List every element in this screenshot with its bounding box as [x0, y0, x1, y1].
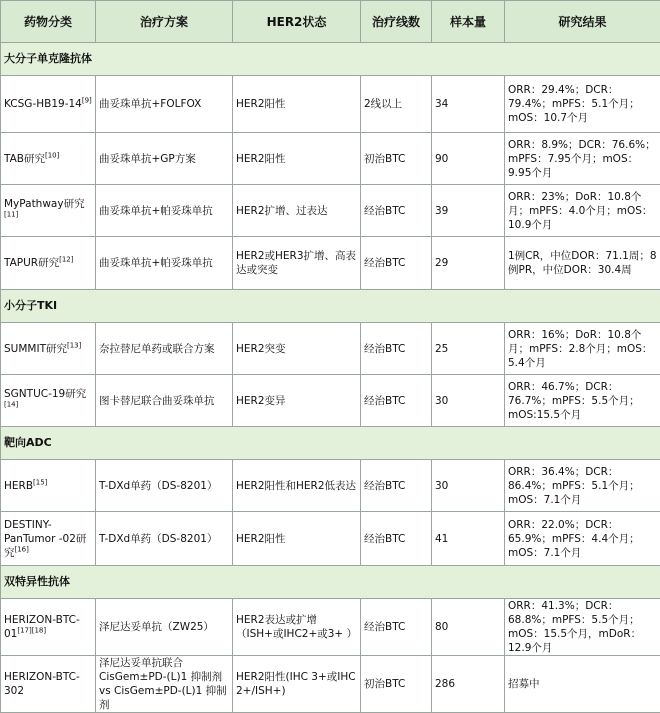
study-name-cell [1, 185, 96, 237]
sample-size-cell: 41 [432, 512, 505, 566]
line-cell: 2线以上 [361, 76, 432, 133]
citation-ref: [9] [82, 97, 92, 105]
citation-ref: [10] [45, 151, 59, 159]
line-cell: 经治BTC [361, 599, 432, 656]
her2-cell: HER2阳性 [233, 133, 361, 185]
table-row [1, 323, 660, 375]
regimen-cell: T-DXd单药（DS-8201） [96, 512, 233, 566]
citation-ref: [12] [59, 256, 73, 264]
header-row [1, 1, 660, 43]
result-cell: 招募中 [505, 656, 660, 713]
study-name-cell [1, 656, 96, 713]
study-name: HERIZON-BTC-302 [4, 671, 80, 697]
study-name: HERIZON-BTC-01 [4, 614, 80, 640]
line-cell: 经治BTC [361, 185, 432, 237]
citation-ref: [13] [67, 341, 81, 349]
study-name: SGNTUC-19研究 [4, 388, 86, 400]
table-row [1, 460, 660, 512]
study-name: TAPUR研究 [4, 257, 59, 269]
her2-cell: HER2突变 [233, 323, 361, 375]
citation-ref: [14] [4, 400, 18, 408]
line-cell: 经治BTC [361, 512, 432, 566]
line-cell: 初治BTC [361, 656, 432, 713]
line-cell: 初治BTC [361, 133, 432, 185]
header-drug-class: 药物分类 [1, 1, 96, 43]
study-name: DESTINY-PanTumor -02研究 [4, 519, 86, 559]
sample-size-cell: 39 [432, 185, 505, 237]
study-name: SUMMIT研究 [4, 343, 67, 355]
study-name-cell [1, 512, 96, 566]
study-name-cell [1, 237, 96, 290]
sample-size-cell: 30 [432, 375, 505, 427]
her2-cell: HER2阳性 [233, 76, 361, 133]
sample-size-cell: 80 [432, 599, 505, 656]
table-row [1, 656, 660, 713]
her2-cell: HER2或HER3扩增、高表达或突变 [233, 237, 361, 290]
regimen-cell: 泽尼达妥单抗（ZW25） [96, 599, 233, 656]
regimen-cell: 奈拉替尼单药或联合方案 [96, 323, 233, 375]
sample-size-cell: 286 [432, 656, 505, 713]
section-title: 大分子单克隆抗体 [1, 43, 660, 76]
result-cell: ORR：46.7%；DCR：76.7%；mPFS：5.5个月；mOS:15.5个月 [505, 375, 660, 427]
result-cell: ORR：36.4%；DCR：86.4%；mPFS：5.1个月；mOS：7.1个月 [505, 460, 660, 512]
her2-cell: HER2变异 [233, 375, 361, 427]
result-cell: ORR：22.0%；DCR：65.9%；mPFS：4.4个月；mOS：7.1个月 [505, 512, 660, 566]
table-row [1, 237, 660, 290]
table-row [1, 185, 660, 237]
result-cell: ORR：16%；DoR：10.8个月；mPFS：2.8个月；mOS：5.4个月 [505, 323, 660, 375]
header-her2-status: HER2状态 [233, 1, 361, 43]
table-row [1, 512, 660, 566]
table-row [1, 599, 660, 656]
section-title: 小分子TKI [1, 290, 660, 323]
study-name-cell [1, 375, 96, 427]
her2-cell: HER2阳性(IHC 3+或IHC 2+/ISH+) [233, 656, 361, 713]
result-cell: 1例CR，中位DOR：71.1周；8例PR，中位DOR：30.4周 [505, 237, 660, 290]
her2-cell: HER2扩增、过表达 [233, 185, 361, 237]
table-row [1, 375, 660, 427]
line-cell: 经治BTC [361, 375, 432, 427]
her2-cell: HER2表达或扩增（ISH+或IHC2+或3+ ） [233, 599, 361, 656]
sample-size-cell: 90 [432, 133, 505, 185]
sample-size-cell: 30 [432, 460, 505, 512]
her2-cell: HER2阳性和HER2低表达 [233, 460, 361, 512]
section-row [1, 290, 660, 323]
line-cell: 经治BTC [361, 237, 432, 290]
result-cell: ORR：8.9%；DCR：76.6%；mPFS：7.95个月；mOS：9.95个月 [505, 133, 660, 185]
section-title: 靶向ADC [1, 427, 660, 460]
line-cell: 经治BTC [361, 460, 432, 512]
header-regimen: 治疗方案 [96, 1, 233, 43]
sample-size-cell: 25 [432, 323, 505, 375]
regimen-cell: 泽尼达妥单抗联合CisGem±PD-(L)1 抑制剂 vs CisGem±PD-(L)1 抑制剂 [96, 656, 233, 713]
result-cell: ORR：29.4%；DCR：79.4%；mPFS：5.1个月；mOS：10.7个月 [505, 76, 660, 133]
table-row [1, 133, 660, 185]
table-row [1, 76, 660, 133]
study-name-cell [1, 133, 96, 185]
header-result: 研究结果 [505, 1, 660, 43]
study-name-cell [1, 599, 96, 656]
section-row [1, 43, 660, 76]
regimen-cell: T-DXd单药（DS-8201） [96, 460, 233, 512]
study-name-cell [1, 460, 96, 512]
section-row [1, 427, 660, 460]
regimen-cell: 曲妥珠单抗+GP方案 [96, 133, 233, 185]
result-cell: ORR：41.3%；DCR：68.8%；mPFS：5.5个月；mOS：15.5个月，mDoR：12.9个月 [505, 599, 660, 656]
study-name: HERB [4, 480, 33, 492]
line-cell: 经治BTC [361, 323, 432, 375]
study-name: KCSG-HB19-14 [4, 98, 82, 110]
citation-ref: [17][18] [17, 627, 46, 635]
sample-size-cell: 34 [432, 76, 505, 133]
citation-ref: [16] [15, 545, 29, 553]
regimen-cell: 曲妥珠单抗+帕妥珠单抗 [96, 185, 233, 237]
her2-cell: HER2阳性 [233, 512, 361, 566]
header-treatment-line: 治疗线数 [361, 1, 432, 43]
regimen-cell: 曲妥珠单抗+FOLFOX [96, 76, 233, 133]
citation-ref: [11] [4, 210, 18, 218]
study-name-cell [1, 76, 96, 133]
regimen-cell: 曲妥珠单抗+帕妥珠单抗 [96, 237, 233, 290]
regimen-cell: 图卡替尼联合曲妥珠单抗 [96, 375, 233, 427]
study-name: MyPathway研究 [4, 198, 85, 210]
header-sample-size: 样本量 [432, 1, 505, 43]
citation-ref: [15] [33, 478, 47, 486]
study-name-cell [1, 323, 96, 375]
sample-size-cell: 29 [432, 237, 505, 290]
section-title: 双特异性抗体 [1, 566, 660, 599]
study-name: TAB研究 [4, 153, 45, 165]
result-cell: ORR：23%；DoR：10.8个月；mPFS：4.0个月；mOS：10.9个月 [505, 185, 660, 237]
section-row [1, 566, 660, 599]
